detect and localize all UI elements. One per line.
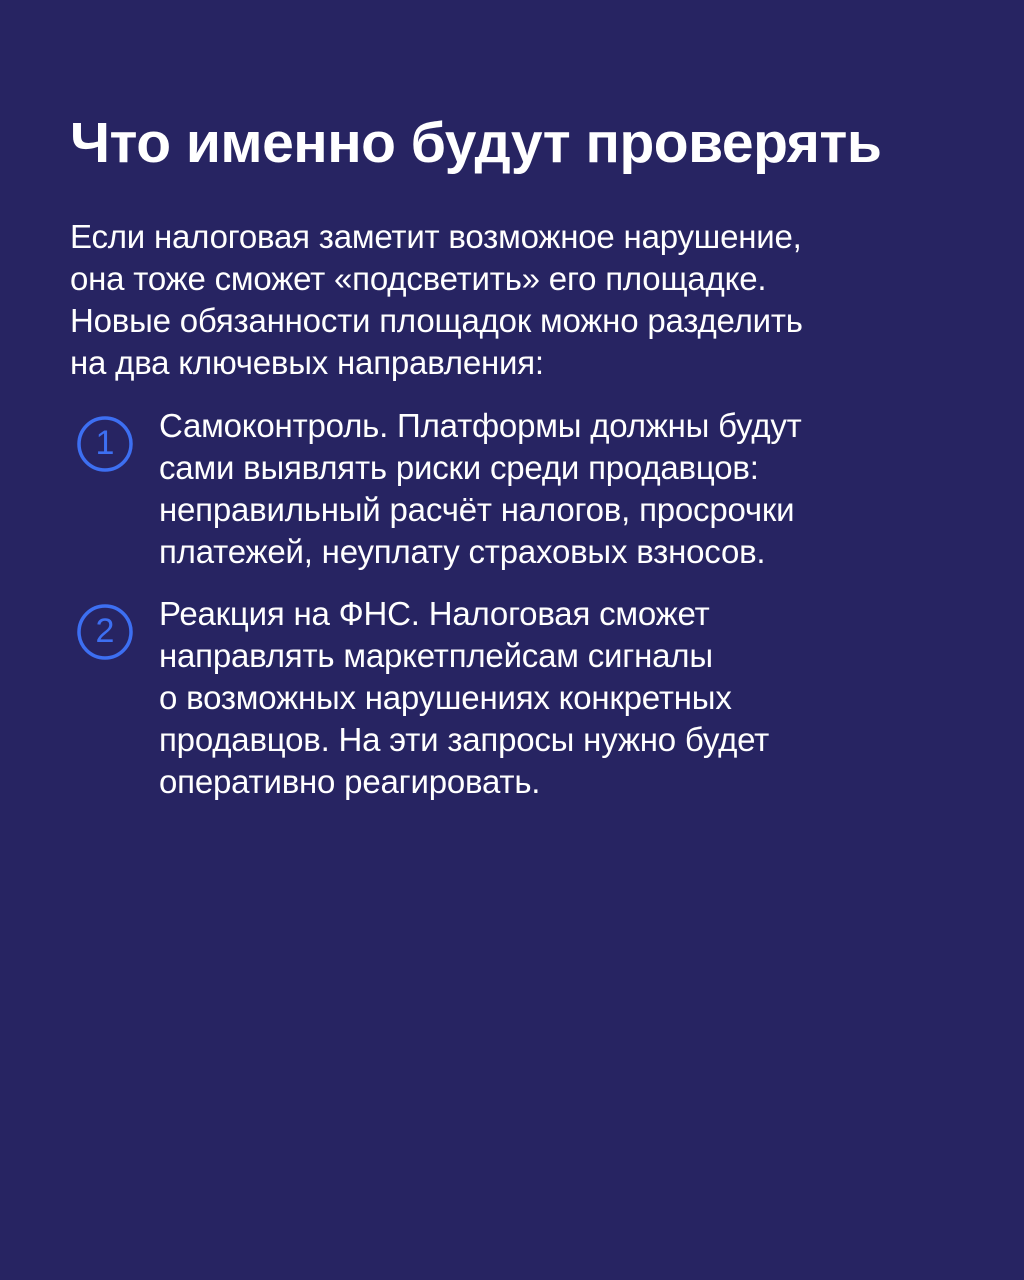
item-line: неправильный расчёт налогов, просрочки bbox=[159, 491, 795, 528]
item-line: о возможных нарушениях конкретных bbox=[159, 679, 732, 716]
intro-line: Если налоговая заметит возможное нарушение, bbox=[70, 218, 802, 255]
intro-line: на два ключевых направления: bbox=[70, 344, 544, 381]
page-title: Что именно будут проверять bbox=[70, 111, 882, 175]
item-line: Реакция на ФНС. Налоговая сможет bbox=[159, 595, 710, 632]
item-line: Самоконтроль. Платформы должны будут bbox=[159, 407, 802, 444]
item-line: платежей, неуплату страховых взносов. bbox=[159, 533, 766, 570]
item-line: сами выявлять риски среди продавцов: bbox=[159, 449, 759, 486]
intro-line: она тоже сможет «подсветить» его площадке. bbox=[70, 260, 767, 297]
item-number: 1 bbox=[95, 423, 115, 462]
item-line: оперативно реагировать. bbox=[159, 763, 541, 800]
circled-number-two-icon bbox=[76, 603, 134, 661]
item-line: продавцов. На эти запросы нужно будет bbox=[159, 721, 770, 758]
item-line: направлять маркетплейсам сигналы bbox=[159, 637, 713, 674]
item-text bbox=[159, 405, 802, 573]
item-number: 2 bbox=[95, 611, 115, 650]
intro-line: Новые обязанности площадок можно разделить bbox=[70, 302, 803, 339]
intro-paragraph bbox=[70, 216, 970, 384]
circled-number-one-icon bbox=[76, 415, 134, 473]
item-text bbox=[159, 593, 769, 803]
